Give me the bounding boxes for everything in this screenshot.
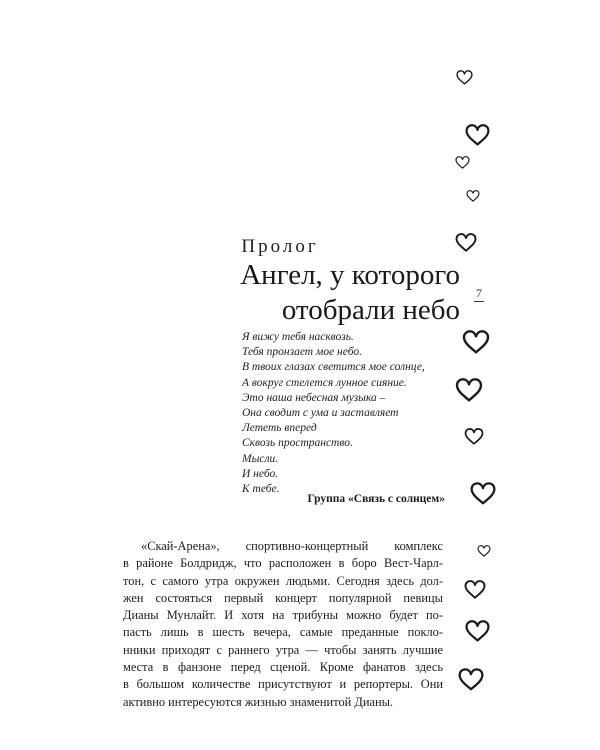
heart-outline-icon <box>466 190 480 202</box>
body-line: нники приходят с раннего утра — чтобы занять лучшие <box>123 642 443 657</box>
epigraph-line: Тебя пронзает мое небо. <box>242 346 362 359</box>
epigraph-line: Она сводит с ума и заставляет <box>242 407 399 420</box>
heart-outline-icon <box>465 620 490 642</box>
heart-outline-icon <box>458 668 484 691</box>
body-line: места в фанзоне перед сценой. Кроме фанатов здесь <box>123 660 443 675</box>
heart-outline-icon <box>464 428 484 445</box>
epigraph-line: И небо. <box>242 467 279 480</box>
chapter-title-line: Ангел, у которого <box>240 259 460 291</box>
epigraph-source: Группа «Связь с солнцем» <box>307 493 445 505</box>
body-line: тон, с самого утра окружен людьми. Сегодня здесь дол- <box>123 573 443 588</box>
chapter-title <box>138 258 460 328</box>
heart-outline-icon <box>456 70 473 85</box>
heart-outline-icon <box>455 233 477 252</box>
body-line: пасть лишь в шесть вечера, самые преданные покло- <box>123 625 443 640</box>
epigraph-line: Я вижу тебя насквозь. <box>242 331 354 343</box>
heart-outline-icon <box>465 124 490 146</box>
body-paragraph <box>123 538 443 711</box>
chapter-label: Пролог <box>241 236 319 257</box>
page-number: 7 <box>476 286 482 300</box>
heart-outline-icon <box>477 545 491 557</box>
chapter-title-line: отобрали небо <box>281 294 460 326</box>
epigraph <box>242 330 462 497</box>
heart-outline-icon <box>470 482 496 505</box>
body-line: в районе Болдридж, что расположен в боро Вест-Чарл- <box>123 556 443 571</box>
heart-outline-icon <box>464 580 486 599</box>
epigraph-line: Сквозь пространство. <box>242 437 353 450</box>
epigraph-line: Лететь вперед <box>242 422 317 435</box>
epigraph-line: Мысли. <box>242 452 279 465</box>
epigraph-line: В твоих глазах светится мое солнце, <box>242 361 425 374</box>
body-line: в большом количестве присутствуют и репортеры. Они <box>123 677 443 692</box>
epigraph-line: Это наша небесная музыка – <box>242 391 386 404</box>
heart-outline-icon <box>455 156 470 169</box>
epigraph-line: К тебе. <box>242 483 280 496</box>
epigraph-line: А вокруг стелется лунное сияние. <box>242 376 407 389</box>
body-line: активно интересуются жизнью знаменитой Дианы. <box>123 694 394 709</box>
body-line: «Скай-Арена», спортивно-концертный комплекс <box>141 539 443 553</box>
body-line: Дианы Мунлайт. И хотя на трибуны можно будет по- <box>123 608 443 623</box>
heart-outline-icon <box>462 330 490 354</box>
heart-outline-icon <box>455 378 483 402</box>
body-line: жен состояться первый концерт популярной певицы <box>123 590 443 605</box>
